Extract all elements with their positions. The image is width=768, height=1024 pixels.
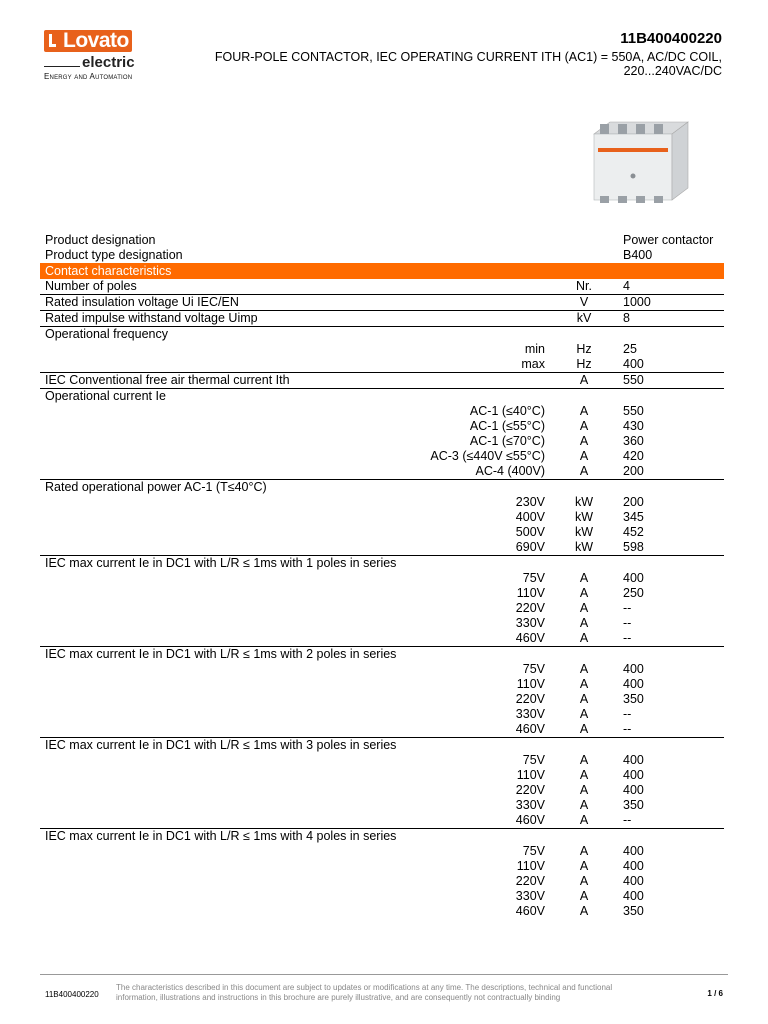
spec-unit [550,233,618,248]
spec-value [618,829,724,845]
spec-label: Operational current Ie [45,389,166,403]
spec-row [40,631,724,647]
spec-label [40,571,419,586]
spec-label [40,768,419,783]
spec-sublabel: AC-1 (≤55°C) [469,419,545,433]
spec-unit: A [579,677,589,691]
spec-row [40,601,724,616]
spec-unit: V [550,295,618,311]
spec-unit: A [550,464,618,480]
spec-label: Product designation [45,233,156,247]
spec-value: 400 [623,859,644,873]
spec-value: 350 [623,798,644,812]
spec-label [40,707,419,722]
spec-unit [550,389,618,405]
spec-unit: A [550,813,618,829]
spec-sublabel: max [419,357,550,373]
spec-row [40,859,724,874]
spec-sublabel: 500V [515,525,545,539]
spec-label: Rated insulation voltage Ui IEC/EN [40,295,419,311]
spec-row [40,464,724,480]
spec-unit: kW [574,510,594,524]
spec-label [40,495,419,510]
spec-row [40,389,724,405]
spec-row [40,692,724,707]
spec-row [40,373,724,389]
spec-value: 550 [623,404,644,418]
spec-label [40,357,419,373]
spec-sublabel: AC-3 (≤440V ≤55°C) [430,449,545,463]
spec-label: IEC max current Ie in DC1 with L/R ≤ 1ms with 4 poles in series [45,829,397,843]
spec-value: 400 [623,768,644,782]
spec-row [40,510,724,525]
spec-row [40,233,724,248]
spec-unit: A [579,586,589,600]
spec-value [618,647,724,663]
spec-unit [550,327,618,343]
spec-row [40,540,724,556]
spec-row [40,404,724,419]
spec-label [40,844,419,859]
spec-sublabel [419,233,550,248]
spec-value: 452 [623,525,644,539]
spec-label [40,662,419,677]
spec-label [40,601,419,616]
spec-row [40,722,724,738]
spec-value: 400 [623,844,644,858]
spec-unit: A [579,571,589,585]
spec-sublabel: 75V [522,753,545,767]
spec-row [40,434,724,449]
spec-row [40,874,724,889]
spec-label [40,449,419,464]
spec-label [40,753,419,768]
spec-value: 400 [623,662,644,676]
spec-sublabel: 690V [419,540,550,556]
spec-label [40,616,419,631]
spec-value: 400 [623,889,644,903]
footer-product-code: 11B400400220 [45,990,99,999]
spec-unit [550,647,618,663]
spec-value: 4 [618,279,724,295]
page-number: 1 / 6 [707,989,723,998]
spec-sublabel: 460V [419,631,550,647]
spec-row [40,480,724,496]
spec-value: 400 [623,571,644,585]
spec-label: Rated operational power AC-1 (T≤40°C) [45,480,267,494]
spec-value: 345 [623,510,644,524]
spec-sublabel: 400V [515,510,545,524]
spec-label: IEC max current Ie in DC1 with L/R ≤ 1ms with 2 poles in series [45,647,397,661]
spec-row [40,798,724,813]
spec-value: 200 [623,495,644,509]
spec-sublabel [419,311,550,327]
spec-sublabel [419,327,550,343]
spec-value: -- [623,707,632,721]
spec-label [40,510,419,525]
spec-sublabel: 110V [516,859,545,873]
spec-value: 350 [623,692,644,706]
spec-row [40,279,724,295]
spec-unit: A [579,707,589,721]
spec-row [40,311,724,327]
spec-sublabel [419,373,550,389]
spec-sublabel [419,263,550,279]
spec-row [40,738,724,754]
spec-label: IEC max current Ie in DC1 with L/R ≤ 1ms with 1 poles in series [45,556,397,570]
spec-unit: A [579,874,589,888]
spec-unit: A [579,904,589,918]
spec-unit: A [550,631,618,647]
spec-sublabel: 330V [515,798,545,812]
spec-sublabel: 110V [516,768,545,782]
spec-label: Contact characteristics [40,263,419,279]
spec-value [618,738,724,754]
spec-value: 360 [623,434,644,448]
lovato-logo-icon [44,30,62,52]
spec-row [40,753,724,768]
spec-sublabel: 330V [515,707,545,721]
spec-value: 8 [618,311,724,327]
brand-name: Lovato [62,30,132,52]
spec-sublabel: 220V [515,874,545,888]
spec-row [40,904,724,919]
spec-row [40,707,724,722]
spec-sublabel: min [524,342,545,356]
spec-unit: A [579,798,589,812]
spec-value [618,556,724,572]
spec-value: 350 [623,904,644,918]
spec-unit: A [579,419,589,433]
spec-value: Power contactor [623,233,714,247]
footer-disclaimer: The characteristics described in this document are subject to updates or modifications at any time. The descriptions, technical and functional information, illustrations and instructions in this brochure are purely illustrative, and are consequently not contractually binding [116,983,613,1002]
spec-unit: A [579,616,589,630]
spec-row [40,449,724,464]
spec-unit: Hz [550,357,618,373]
spec-unit: A [579,783,589,797]
spec-unit: kV [550,311,618,327]
spec-value: -- [618,813,724,829]
spec-sublabel [419,279,550,295]
spec-label [40,813,419,829]
spec-row [40,647,724,663]
spec-sublabel: 460V [515,904,545,918]
spec-value: 598 [618,540,724,556]
spec-row [40,829,724,845]
spec-label [40,419,419,434]
spec-value: 400 [623,783,644,797]
spec-unit: A [579,692,589,706]
spec-unit: Nr. [550,279,618,295]
spec-label [40,692,419,707]
spec-label [40,464,419,480]
spec-unit [550,263,618,279]
spec-row [40,813,724,829]
spec-value: 250 [623,586,644,600]
spec-row [40,342,724,357]
spec-unit: A [579,859,589,873]
page-footer [40,974,728,1002]
contactor-icon [588,118,692,206]
spec-sublabel: 220V [515,601,545,615]
spec-unit: A [579,768,589,782]
spec-label [40,404,419,419]
spec-row [40,419,724,434]
spec-label: IEC Conventional free air thermal current Ith [40,373,419,389]
logo-rule [44,66,80,67]
spec-sublabel: 110V [516,677,545,691]
spec-row [40,662,724,677]
spec-row [40,586,724,601]
spec-sublabel: AC-1 (≤40°C) [469,404,545,418]
spec-row [40,844,724,859]
spec-unit: A [550,373,618,389]
spec-label [40,540,419,556]
spec-value [618,327,724,343]
spec-sublabel [419,389,550,405]
spec-unit: A [550,722,618,738]
spec-row [40,495,724,510]
spec-unit [550,738,618,754]
spec-value [618,389,724,405]
spec-value: 550 [618,373,724,389]
spec-sublabel: AC-1 (≤70°C) [469,434,545,448]
spec-sublabel: 460V [419,813,550,829]
spec-sublabel: 220V [515,692,545,706]
spec-unit: A [579,662,589,676]
spec-unit [550,829,618,845]
spec-row [40,357,724,373]
spec-label [40,889,419,904]
spec-sublabel: 220V [515,783,545,797]
spec-value: -- [623,616,632,630]
spec-sublabel [419,248,550,263]
brand-sub: electric [82,54,135,71]
spec-row [40,556,724,572]
spec-label [40,798,419,813]
spec-unit [550,248,618,263]
spec-label [40,722,419,738]
spec-value [618,263,724,279]
spec-row [40,783,724,798]
spec-value: 420 [623,449,644,463]
spec-label [40,586,419,601]
spec-unit: A [579,753,589,767]
spec-unit: A [579,434,589,448]
spec-label: Product type designation [45,248,183,262]
spec-row [40,768,724,783]
spec-sublabel: 75V [522,571,545,585]
spec-row [40,525,724,540]
spec-value: 430 [623,419,644,433]
spec-row [40,571,724,586]
spec-sublabel: 330V [515,889,545,903]
section-header-row [40,263,724,279]
spec-row [40,248,724,263]
spec-sublabel [419,295,550,311]
spec-sublabel [419,556,550,572]
spec-unit: kW [550,540,618,556]
spec-value: 400 [623,677,644,691]
spec-label [40,677,419,692]
spec-sublabel [419,480,550,496]
spec-row [40,616,724,631]
spec-label [40,434,419,449]
spec-label [40,342,419,357]
spec-unit: A [579,449,589,463]
spec-value: 200 [618,464,724,480]
spec-value [618,480,724,496]
brand-logo [44,29,156,81]
spec-label [40,904,419,919]
spec-label: IEC max current Ie in DC1 with L/R ≤ 1ms with 3 poles in series [45,738,397,752]
spec-label [40,631,419,647]
brand-tagline: Energy and Automation [44,72,133,81]
product-title: FOUR-POLE CONTACTOR, IEC OPERATING CURRENT ITH (AC1) = 550A, AC/DC COIL, 220...240VAC/DC [214,50,722,78]
spec-table [40,233,724,919]
spec-label [40,859,419,874]
spec-value: -- [618,631,724,647]
spec-sublabel [419,738,550,754]
spec-sublabel [419,647,550,663]
spec-unit: A [579,601,589,615]
spec-sublabel: 75V [522,662,545,676]
spec-value: 25 [623,342,637,356]
spec-value: 400 [623,753,644,767]
spec-sublabel: 460V [419,722,550,738]
spec-sublabel: 75V [522,844,545,858]
spec-row [40,295,724,311]
spec-label [40,783,419,798]
spec-sublabel: 230V [515,495,545,509]
spec-label: Operational frequency [45,327,168,341]
spec-unit: kW [574,525,594,539]
spec-sublabel: AC-4 (400V) [419,464,550,480]
spec-sublabel: 330V [515,616,545,630]
spec-label [40,874,419,889]
spec-value: -- [618,722,724,738]
spec-unit: Hz [576,342,592,356]
spec-unit [550,480,618,496]
spec-row [40,327,724,343]
spec-unit: A [579,404,589,418]
spec-value: 1000 [618,295,724,311]
spec-unit [550,556,618,572]
spec-label [40,525,419,540]
spec-sublabel: 110V [516,586,545,600]
spec-row [40,889,724,904]
spec-row [40,677,724,692]
spec-value: B400 [623,248,653,262]
spec-unit: A [579,844,589,858]
spec-sublabel [419,829,550,845]
spec-unit: A [579,889,589,903]
product-code: 11B400400220 [620,30,722,47]
spec-label: Rated impulse withstand voltage Uimp [40,311,419,327]
spec-value: 400 [618,357,724,373]
spec-label: Number of poles [40,279,419,295]
spec-value: 400 [623,874,644,888]
spec-unit: kW [574,495,594,509]
spec-value: -- [623,601,632,615]
